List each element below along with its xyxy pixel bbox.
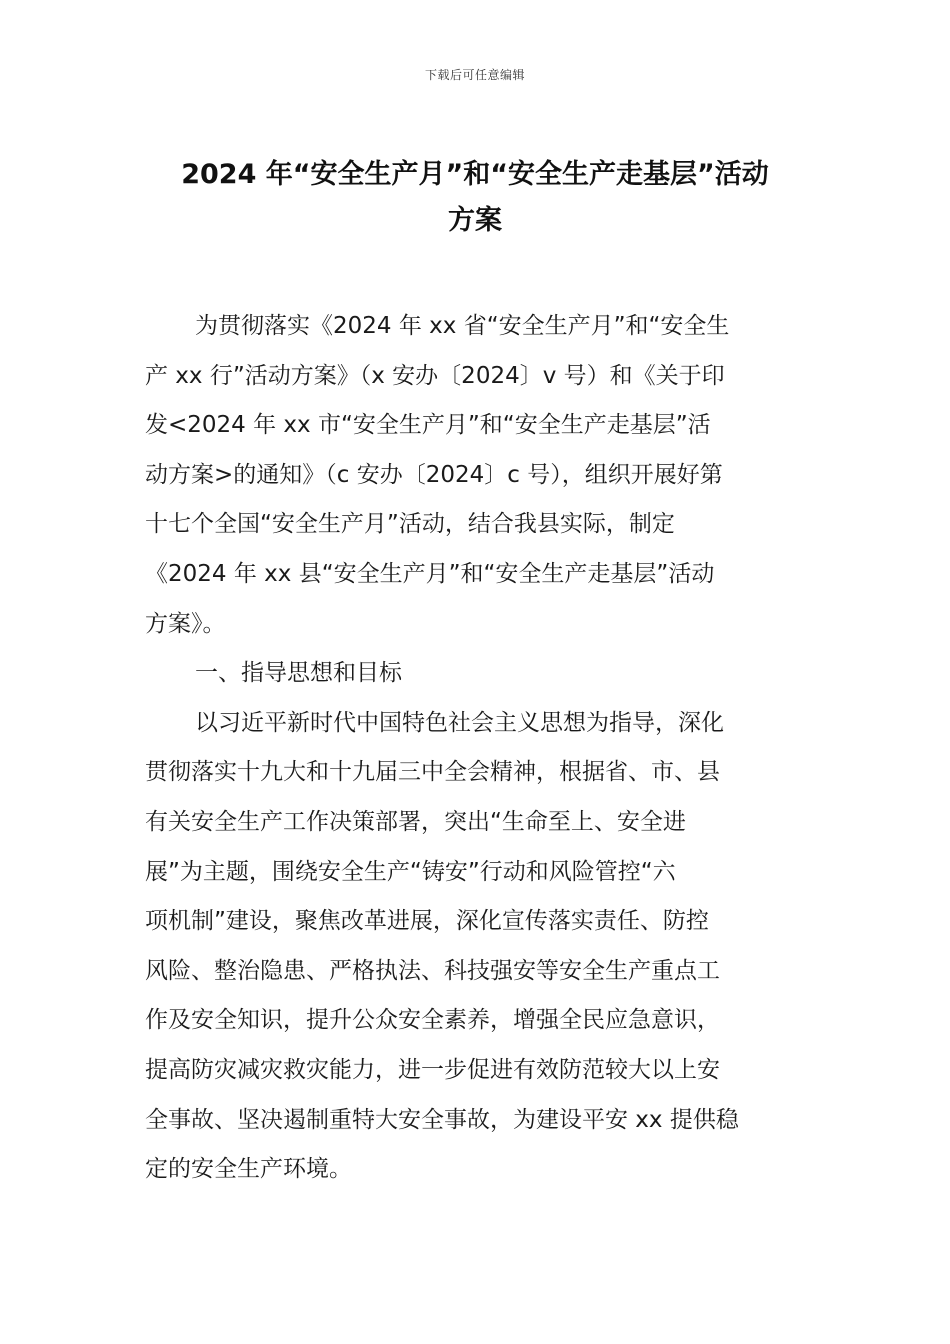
header-note: 下载后可任意编辑 (424, 68, 525, 82)
paragraph-line: 发<2024 年 xx 市“安全生产月”和“安全生产走基层”活 (145, 412, 711, 439)
title-line-2: 方案 (448, 205, 502, 236)
title-line-1: 2024 年“安全生产月”和“安全生产走基层”活动 (181, 159, 769, 190)
paragraph-line: 提高防灾减灾救灾能力，进一步促进有效防范较大以上安 (145, 1056, 720, 1083)
paragraph-line: 风险、整治隐患、严格执法、科技强安等安全生产重点工 (145, 957, 720, 984)
paragraph-line: 以习近平新时代中国特色社会主义思想为指导，深化 (195, 709, 724, 736)
document-title (120, 152, 830, 244)
paragraph-line: 有关安全生产工作决策部署，突出“生命至上、安全进 (145, 808, 686, 835)
paragraph-line: 贯彻落实十九大和十九届三中全会精神，根据省、市、县 (145, 759, 720, 786)
paragraph-line: 全事故、坚决遏制重特大安全事故，为建设平安 xx 提供稳 (145, 1106, 739, 1133)
paragraph-line: 项机制”建设，聚焦改革进展，深化宣传落实责任、防控 (145, 908, 709, 935)
paragraph-line: 产 xx 行”活动方案》（x 安办〔2024〕v 号）和《关于印 (145, 362, 725, 389)
paragraph-line: 十七个全国“安全生产月”活动，结合我县实际，制定 (145, 511, 675, 538)
paragraph-line: 《2024 年 xx 县“安全生产月”和“安全生产走基层”活动 (145, 560, 715, 587)
paragraph-line: 展”为主题，围绕安全生产“铸安”行动和风险管控“六 (145, 858, 676, 885)
section-heading: 一、指导思想和目标 (195, 660, 402, 687)
paragraph-line: 定的安全生产环境。 (145, 1156, 352, 1183)
paragraph-line: 动方案>的通知》（c 安办〔2024〕c 号），组织开展好第 (145, 461, 723, 488)
paragraph-line: 为贯彻落实《2024 年 xx 省“安全生产月”和“安全生 (195, 313, 730, 339)
paragraph-line: 方案》。 (145, 610, 226, 637)
document-body (145, 302, 810, 1195)
paragraph-line: 作及安全知识，提升公众安全素养，增强全民应急意识， (145, 1007, 720, 1034)
